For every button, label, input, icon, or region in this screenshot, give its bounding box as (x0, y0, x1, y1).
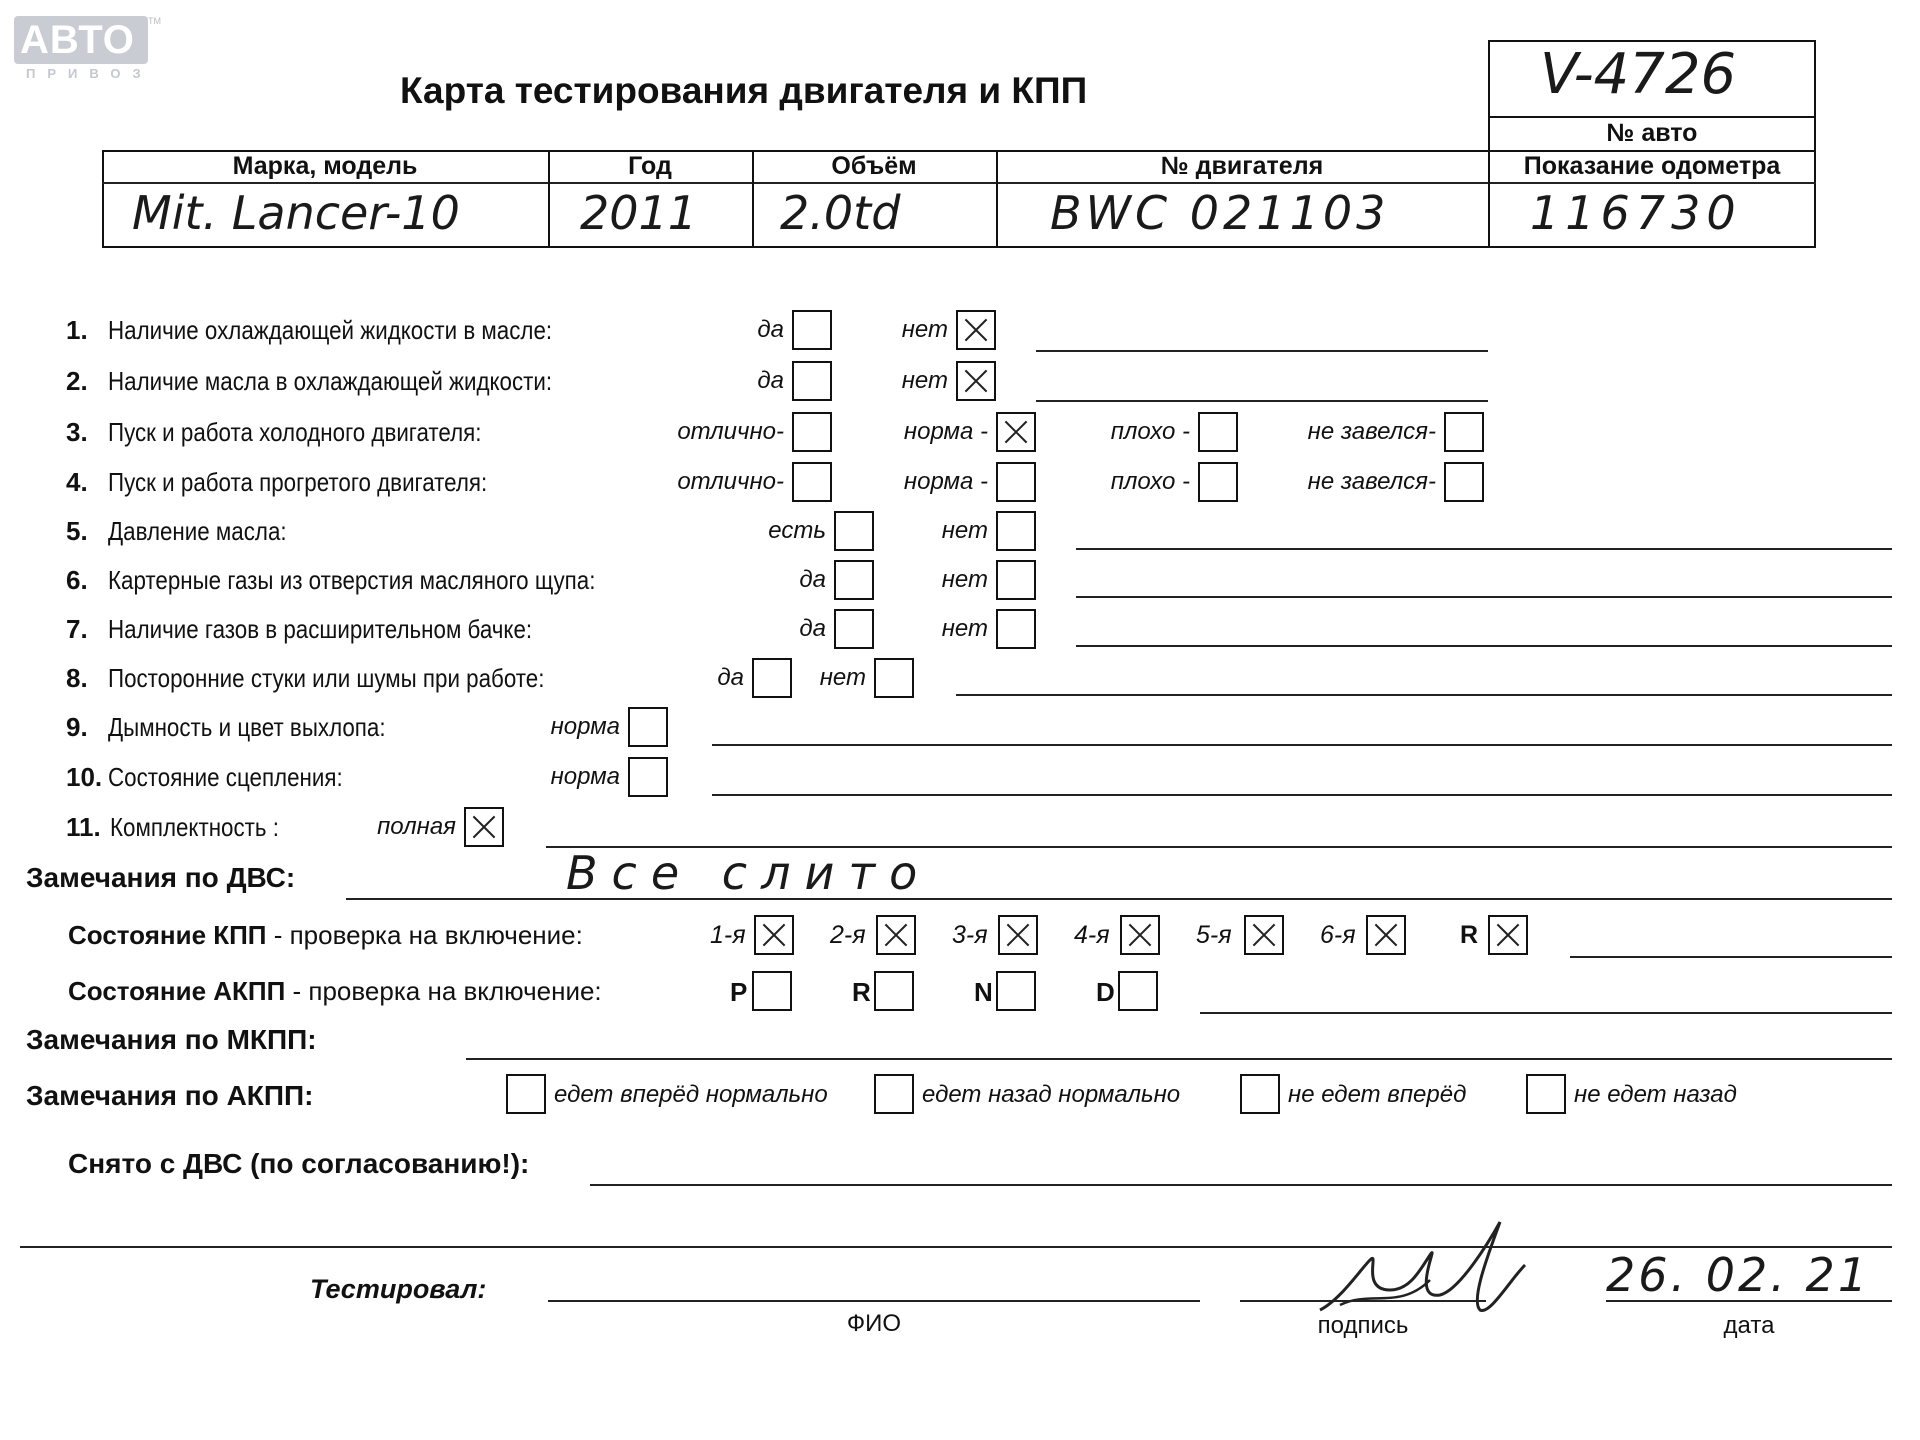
checkbox[interactable] (1366, 915, 1406, 955)
comment-line (1076, 548, 1892, 550)
option-label: не едет назад (1574, 1081, 1737, 1108)
doc-number: V-4726 (1540, 42, 1737, 107)
checkbox[interactable] (956, 310, 996, 350)
option-label: едет вперёд нормально (554, 1081, 828, 1108)
odometer-value: 116730 (1530, 186, 1742, 240)
question-text: Состояние сцепления: (108, 762, 343, 792)
engine-no-label: № двигателя (1160, 152, 1324, 180)
checkbox[interactable] (834, 609, 874, 649)
year-value: 2011 (580, 186, 698, 240)
comment-line (1076, 596, 1892, 598)
kpp-label-rest: - проверка на включение: (266, 920, 583, 950)
question-text: Картерные газы из отверстия масляного щупа: (108, 565, 596, 595)
engine-remarks-label: Замечания по ДВС: (26, 862, 296, 893)
date-caption: дата (1723, 1312, 1775, 1339)
checkbox[interactable] (752, 658, 792, 698)
checkbox[interactable] (1444, 412, 1484, 452)
question-number: 10. (66, 762, 103, 792)
gear-label: 1-я (710, 921, 746, 949)
logo (14, 16, 161, 81)
signature (1300, 1210, 1530, 1330)
checkbox[interactable] (874, 658, 914, 698)
option-label: отлично- (677, 418, 784, 445)
comment-line (1036, 400, 1488, 402)
question-number: 11. (66, 812, 101, 842)
comment-line (1036, 350, 1488, 352)
logo-brand: АВТО (20, 18, 135, 62)
checkbox[interactable] (874, 971, 914, 1011)
gear-label: 3-я (952, 921, 988, 949)
checkbox[interactable] (996, 412, 1036, 452)
option-label: плохо - (1110, 468, 1190, 495)
akpp-position-label: D (1096, 977, 1115, 1007)
comment-line (712, 794, 1892, 796)
option-label: нет (901, 367, 948, 394)
option-label: норма (550, 763, 620, 790)
option-label: плохо - (1110, 418, 1190, 445)
auto-no-label: № авто (1606, 119, 1698, 147)
option-label: нет (901, 316, 948, 343)
page-title: Карта тестирования двигателя и КПП (400, 70, 1088, 111)
akpp-remarks-label: Замечания по АКПП: (26, 1080, 314, 1111)
option-label: полная (377, 813, 456, 840)
header-table-rule (102, 182, 1816, 184)
checkbox[interactable] (998, 915, 1038, 955)
option-label: отлично- (677, 468, 784, 495)
engine-no-value: BWC 021103 (1050, 186, 1390, 240)
tested-label: Тестировал: (310, 1274, 487, 1304)
checkbox[interactable] (876, 915, 916, 955)
question-number: 8. (66, 663, 88, 693)
akpp-label-rest: - проверка на включение: (285, 976, 602, 1006)
question-number: 5. (66, 516, 88, 546)
checkbox[interactable] (628, 707, 668, 747)
checkbox[interactable] (1198, 462, 1238, 502)
kpp-comment-line (1570, 956, 1892, 958)
question-number: 3. (66, 417, 88, 447)
fio-caption: ФИО (846, 1310, 902, 1337)
option-label: норма - (903, 418, 988, 445)
checkbox[interactable] (792, 412, 832, 452)
checkbox[interactable] (1488, 915, 1528, 955)
comment-line (1076, 645, 1892, 647)
engine-remarks-value: Все слито (566, 846, 932, 900)
question-number: 9. (66, 712, 88, 742)
checkbox[interactable] (754, 915, 794, 955)
gear-label: 4-я (1074, 921, 1110, 949)
option-label: да (799, 615, 826, 642)
option-label: норма - (903, 468, 988, 495)
option-label: нет (941, 517, 988, 544)
checkbox[interactable] (956, 361, 996, 401)
question-number: 2. (66, 366, 88, 396)
mkpp-remarks-label: Замечания по МКПП: (26, 1024, 317, 1055)
model-label: Марка, модель (232, 152, 418, 180)
question-text: Давление масла: (108, 516, 287, 546)
model-value: Mit. Lancer-10 (132, 186, 460, 240)
question-text: Комплектность : (110, 812, 279, 842)
question-text: Посторонние стуки или шумы при работе: (108, 663, 545, 693)
question-text: Пуск и работа холодного двигателя: (108, 417, 482, 447)
volume-label: Объём (831, 152, 917, 180)
year-label: Год (628, 152, 672, 180)
checkbox[interactable] (752, 971, 792, 1011)
checkbox[interactable] (506, 1074, 546, 1114)
question-text: Дымность и цвет выхлопа: (108, 712, 386, 742)
mkpp-remarks-line (466, 1058, 1892, 1060)
checkbox[interactable] (874, 1074, 914, 1114)
question-number: 6. (66, 565, 88, 595)
option-label: не завелся- (1307, 468, 1436, 495)
comment-line (956, 694, 1892, 696)
option-label: нет (941, 615, 988, 642)
checkbox[interactable] (996, 462, 1036, 502)
volume-value: 2.0td (780, 186, 901, 240)
checkbox[interactable] (628, 757, 668, 797)
option-label: не завелся- (1307, 418, 1436, 445)
checkbox[interactable] (996, 560, 1036, 600)
option-label: нет (941, 566, 988, 593)
question-text: Наличие масла в охлаждающей жидкости: (108, 366, 553, 396)
option-label: норма (550, 713, 620, 740)
gear-label: R (1460, 921, 1479, 949)
odometer-label: Показание одометра (1523, 152, 1781, 180)
checkbox[interactable] (792, 310, 832, 350)
checkbox[interactable] (1118, 971, 1158, 1011)
checkbox[interactable] (1198, 412, 1238, 452)
option-label: есть (768, 517, 826, 544)
removed-label: Снято с ДВС (по согласованию!): (68, 1148, 530, 1179)
gear-label: 2-я (830, 921, 866, 949)
checkbox[interactable] (1120, 915, 1160, 955)
option-label: не едет вперёд (1288, 1081, 1467, 1108)
akpp-position-label: P (730, 977, 748, 1007)
checkbox[interactable] (464, 807, 504, 847)
signature-caption: подпись (1317, 1312, 1409, 1339)
akpp-position-label: R (852, 977, 871, 1007)
checkbox[interactable] (1240, 1074, 1280, 1114)
logo-subtitle: ПРИВОЗ (26, 66, 153, 81)
comment-line (712, 744, 1892, 746)
option-label: да (757, 316, 784, 343)
question-text: Наличие охлаждающей жидкости в масле: (108, 315, 553, 345)
checkbox[interactable] (996, 971, 1036, 1011)
akpp-position-label: N (974, 977, 993, 1007)
fio-line (548, 1300, 1200, 1302)
akpp-comment-line (1200, 1012, 1892, 1014)
checkbox[interactable] (996, 511, 1036, 551)
question-text: Пуск и работа прогретого двигателя: (108, 467, 488, 497)
checkbox[interactable] (1244, 915, 1284, 955)
kpp-label-bold: Состояние КПП (68, 920, 267, 950)
checkbox[interactable] (792, 361, 832, 401)
gear-label: 6-я (1320, 921, 1356, 949)
checkbox[interactable] (1526, 1074, 1566, 1114)
kpp-label (68, 920, 583, 951)
checkbox[interactable] (834, 560, 874, 600)
akpp-label-bold: Состояние АКПП (68, 976, 286, 1006)
checkbox[interactable] (1444, 462, 1484, 502)
option-label: да (799, 566, 826, 593)
question-number: 7. (66, 614, 88, 644)
date-value: 26. 02. 21 (1606, 1248, 1871, 1302)
checkbox[interactable] (996, 609, 1036, 649)
question-text: Наличие газов в расширительном бачке: (108, 614, 533, 644)
logo-trademark: TM (148, 16, 161, 26)
gear-label: 5-я (1196, 921, 1232, 949)
option-label: да (757, 367, 784, 394)
question-number: 4. (66, 467, 88, 497)
akpp-label (68, 976, 602, 1007)
checkbox[interactable] (792, 462, 832, 502)
removed-line (590, 1184, 1892, 1186)
option-label: да (717, 664, 744, 691)
option-label: нет (819, 664, 866, 691)
question-number: 1. (66, 315, 88, 345)
checkbox[interactable] (834, 511, 874, 551)
option-label: едет назад нормально (922, 1081, 1181, 1108)
